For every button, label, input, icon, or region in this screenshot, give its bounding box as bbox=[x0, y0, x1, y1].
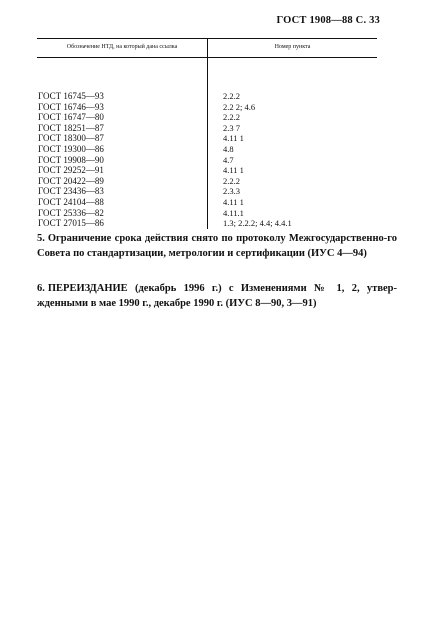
table-row bbox=[37, 186, 377, 197]
item-number-cell: 1.3; 2.2.2; 4.4; 4.4.1 bbox=[223, 218, 292, 229]
table-row bbox=[37, 197, 377, 208]
column-header-item-number: Номер пункта bbox=[208, 39, 378, 58]
note-number: 5. bbox=[37, 233, 45, 244]
item-number-cell: 4.11.1 bbox=[223, 207, 244, 218]
item-number-cell: 2.2 2; 4.6 bbox=[223, 101, 256, 112]
document-cell: ГОСТ 16746—93 bbox=[37, 102, 208, 113]
table-row bbox=[37, 102, 377, 113]
reference-table bbox=[37, 38, 377, 229]
document-cell: ГОСТ 24104—88 bbox=[37, 197, 208, 208]
document-cell: ГОСТ 16745—93 bbox=[37, 58, 208, 102]
document-cell: ГОСТ 23436—83 bbox=[37, 186, 208, 197]
page-header: ГОСТ 1908—88 С. 33 bbox=[276, 15, 380, 26]
table-row bbox=[37, 176, 377, 187]
document-cell: ГОСТ 19908—90 bbox=[37, 155, 208, 166]
item-number-cell: 2.2.2 bbox=[223, 91, 240, 101]
note-number: 6. bbox=[37, 283, 45, 294]
note-paragraph bbox=[37, 281, 397, 311]
item-number-cell: 4.8 bbox=[223, 143, 234, 154]
table-row bbox=[37, 165, 377, 176]
table-row bbox=[37, 112, 377, 123]
document-cell: ГОСТ 18251—87 bbox=[37, 123, 208, 134]
document-cell: ГОСТ 16747—80 bbox=[37, 112, 208, 123]
table-row bbox=[37, 155, 377, 166]
document-cell: ГОСТ 27015—86 bbox=[37, 218, 208, 229]
item-number-cell: 2.3 7 bbox=[223, 122, 240, 133]
table-row bbox=[37, 144, 377, 155]
item-number-cell: 2.2.2 bbox=[223, 175, 240, 186]
document-cell: ГОСТ 18300—87 bbox=[37, 133, 208, 144]
table-row bbox=[37, 218, 377, 229]
table-row bbox=[37, 123, 377, 134]
item-number-cell: 2.2.2 bbox=[223, 112, 240, 123]
item-number-cell: 4.11 1 bbox=[223, 196, 244, 207]
column-header-document: Обозначение НТД, на который дана ссылка bbox=[37, 39, 208, 58]
note-text: Ограничение срока действия снято по протоколу Межгосударственно-го Совета по стандартизации, метрологии и сертификации (ИУС 4—94) bbox=[37, 233, 397, 259]
item-number-cell: 4.7 bbox=[223, 154, 234, 165]
document-cell: ГОСТ 19300—86 bbox=[37, 144, 208, 155]
table-row bbox=[37, 133, 377, 144]
table-row bbox=[37, 58, 377, 102]
table-header-row bbox=[37, 39, 377, 58]
document-cell: ГОСТ 25336—82 bbox=[37, 208, 208, 219]
item-number-cell: 4.11 1 bbox=[223, 165, 244, 176]
item-number-cell: 2.3.3 bbox=[223, 186, 240, 197]
document-cell: ГОСТ 29252—91 bbox=[37, 165, 208, 176]
item-number-cell: 4.11 1 bbox=[223, 133, 244, 144]
note-text: ПЕРЕИЗДАНИЕ (декабрь 1996 г.) с Изменениями № 1, 2, утвер-жденными в мае 1990 г., декабре 1990 г. (ИУС 8—90, 3—91) bbox=[37, 283, 397, 309]
note-paragraph bbox=[37, 231, 397, 261]
table-row bbox=[37, 208, 377, 219]
document-cell: ГОСТ 20422—89 bbox=[37, 176, 208, 187]
